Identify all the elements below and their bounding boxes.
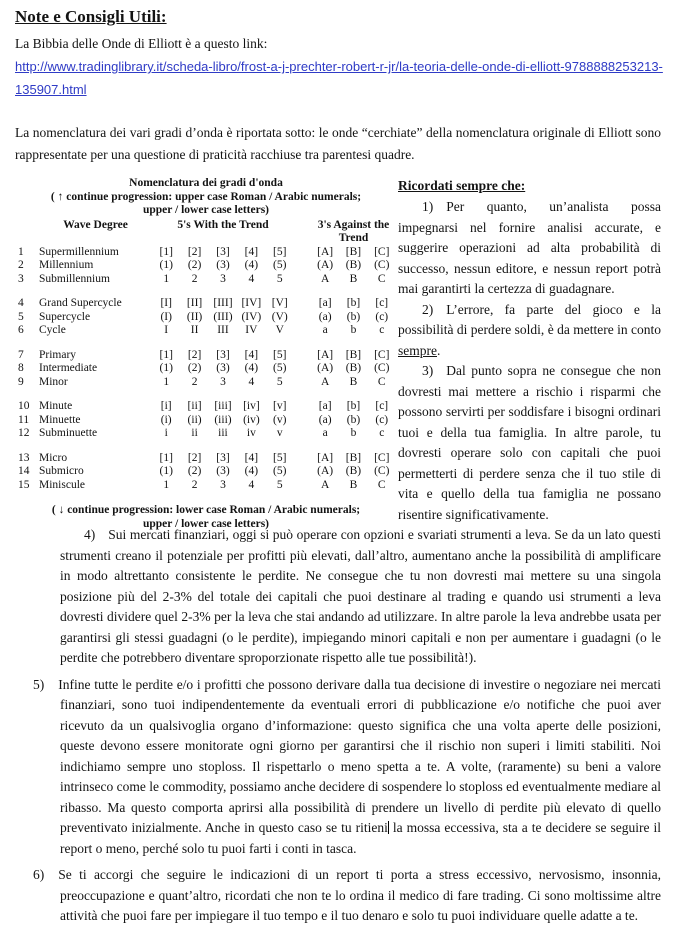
with-trend-cells xyxy=(152,465,294,479)
wave-degree-name: Minor xyxy=(39,375,68,388)
with-trend-symbol: [4] xyxy=(244,348,259,361)
row-number: 12 xyxy=(18,427,30,439)
with-trend-cells xyxy=(152,479,294,493)
reminder-2-underlined-word: sempre xyxy=(398,342,437,358)
reminder-1-text: Per quanto, un’analista possa impegnarsi nel fornire analisi accurate, e suggerire operazioni ad alta probabilità di successo, nessun editore, e nessun report potrà mai garantirti la certezza di guadagnare. xyxy=(398,199,661,296)
with-trend-cells xyxy=(152,376,294,390)
with-trend-symbol: [iv] xyxy=(243,400,260,412)
header-against-trend: 3's Against the Trend xyxy=(317,218,390,244)
row-number: 8 xyxy=(18,362,24,374)
page-title: Note e Consigli Utili: xyxy=(15,7,167,26)
table-title: Nomenclatura dei gradi d'onda xyxy=(129,177,283,189)
with-trend-symbol: (III) xyxy=(213,310,233,323)
against-trend-cells xyxy=(311,465,396,479)
against-trend-symbol: (b) xyxy=(346,310,361,323)
against-trend-cells xyxy=(311,414,396,428)
against-trend-symbol: [C] xyxy=(374,245,390,258)
with-trend-symbol: (5) xyxy=(273,465,287,477)
with-trend-cells xyxy=(152,349,294,363)
elliott-book-link[interactable]: http://www.tradinglibrary.it/scheda-libro/frost-a-j-prechter-robert-r-jr/la-teoria-delle-onde-di-elliott-9788888253213-135907.html xyxy=(15,59,663,97)
with-trend-symbol: [3] xyxy=(216,451,230,464)
with-trend-symbol: [v] xyxy=(273,400,287,412)
with-trend-symbol: (2) xyxy=(187,259,202,271)
against-trend-cells xyxy=(311,259,396,273)
with-trend-symbol: [2] xyxy=(187,348,202,361)
table-row xyxy=(18,414,394,428)
against-trend-symbol: [b] xyxy=(346,297,361,309)
with-trend-symbol: [ii] xyxy=(187,400,202,412)
wave-degree-name: Micro xyxy=(39,451,68,464)
with-trend-symbol: 4 xyxy=(248,272,255,285)
with-trend-symbol: [5] xyxy=(273,451,287,464)
reminders-heading: Ricordati sempre che: xyxy=(398,178,526,193)
against-trend-symbol: [A] xyxy=(317,348,334,361)
against-trend-symbol: (B) xyxy=(345,362,362,374)
with-trend-symbol: [V] xyxy=(271,297,288,309)
against-trend-symbol: [B] xyxy=(345,451,362,464)
with-trend-symbol: ii xyxy=(191,427,198,439)
with-trend-cells xyxy=(152,427,294,441)
row-number: 10 xyxy=(18,400,30,412)
against-trend-cells xyxy=(311,246,396,260)
with-trend-symbol: (1) xyxy=(159,362,173,374)
against-trend-symbol: [C] xyxy=(374,451,390,464)
with-trend-symbol: (ii) xyxy=(187,413,202,426)
reminder-2-text-post: . xyxy=(436,342,441,358)
reminder-item-4 xyxy=(60,525,661,669)
table-row xyxy=(18,400,394,414)
with-trend-symbol: [I] xyxy=(160,297,172,309)
against-trend-symbol: (B) xyxy=(345,259,362,271)
against-trend-symbol: [c] xyxy=(375,400,389,412)
row-number: 1 xyxy=(18,245,24,258)
against-trend-symbol: B xyxy=(349,272,358,285)
wave-degree-name: Minute xyxy=(39,400,73,412)
with-trend-symbol: [1] xyxy=(159,451,173,464)
reminder-5-number: 5) xyxy=(33,676,45,692)
against-trend-symbol: [A] xyxy=(317,451,334,464)
wave-degree-name: Minuette xyxy=(39,413,81,426)
table-row xyxy=(18,465,394,479)
wave-degree-name: Submillennium xyxy=(39,272,110,285)
against-trend-symbol: (a) xyxy=(318,310,332,323)
row-number: 4 xyxy=(18,297,24,309)
row-number: 15 xyxy=(18,478,30,491)
wave-degree-name: Grand Supercycle xyxy=(39,297,122,309)
against-trend-symbol: B xyxy=(349,375,358,388)
with-trend-symbol: v xyxy=(276,427,283,439)
with-trend-symbol: (2) xyxy=(187,465,202,477)
with-trend-symbol: i xyxy=(164,427,168,439)
with-trend-symbol: [2] xyxy=(187,245,202,258)
table-row xyxy=(18,246,394,260)
wave-degree-name: Submicro xyxy=(39,465,84,477)
with-trend-cells xyxy=(152,324,294,338)
reminder-5-text-before-cursor: Infine tutte le perdite e/o i profitti che possono derivare dalla tua decisione di investire o negoziare nei mercati finanziari, sono tuoi indipendentemente da eventuali errori di pubblicazione e/o notifiche che puoi aver ricevuto da un qualsivoglia organo d’informazione: questo significa che una volta aperte delle posizioni, queste devono essere monitorate ogni giorno per garantirsi che il rischio non superi i limiti stabiliti. Noi indichiamo sempre uno stoploss. Il rispettarlo o meno spetta a te. A volte, (raramente) su beni a valore intrinseco come le commodity, possiamo anche decidere di sospendere lo stoploss ed eventualmente mediare al ribasso. Ma questo comporta aprirsi alla possibilità di prendere un livello di perdite più elevato di quello preventivato inizialmente. Anche in questo caso se tu ritieni xyxy=(58,676,661,835)
with-trend-symbol: 3 xyxy=(220,272,226,285)
reminder-1-number: 1) xyxy=(422,199,434,214)
against-trend-symbol: [A] xyxy=(317,245,334,258)
reminder-4-text: Sui mercati finanziari, oggi si può operare con opzioni e svariati strumenti a leva. Se da un lato questi strumenti creano il potenziale per profitti più elevati, dall’altro, aumentano anche la possibilità di amplificare in modo altrettanto consistente le perdite. Ne consegue che tu non dovresti mai mettere su una singola posizione più del 2-3% del totale dei capitali che puoi destinare al trading e quando usi strumenti a leva dovresti dividere quel 2-3% per la leva che stai andando ad utilizzare. In altre parole la leva andrebbe usata per garantirsi gli stessi guadagni (o le perdite), impiegando minori capitali e non per aumentare i guadagni (o le perdite che potrebbero diventare sproporzionate rispetto alle tue possibilità!). xyxy=(60,527,661,665)
header-with-trend: 5's With the Trend xyxy=(177,218,269,231)
against-trend-symbol: [b] xyxy=(346,400,361,412)
with-trend-symbol: II xyxy=(190,324,199,336)
with-trend-symbol: (5) xyxy=(273,259,287,271)
with-trend-symbol: [III] xyxy=(213,297,233,309)
against-trend-cells xyxy=(311,400,396,414)
with-trend-symbol: (IV) xyxy=(241,310,262,323)
with-trend-cells xyxy=(152,414,294,428)
against-trend-symbol: [B] xyxy=(345,348,362,361)
with-trend-symbol: [IV] xyxy=(241,297,262,309)
with-trend-cells xyxy=(152,297,294,311)
against-trend-symbol: [a] xyxy=(318,400,332,412)
against-trend-cells xyxy=(311,311,396,325)
against-trend-symbol: (c) xyxy=(375,413,389,426)
reminder-5-text-after-cursor: la mossa eccessiva, sta a te decidere se seguire il report o meno, perché solo tu puoi farti i conti in tasca. xyxy=(60,820,661,856)
with-trend-symbol: (II) xyxy=(186,310,203,323)
against-trend-symbol: (C) xyxy=(374,362,390,374)
against-trend-symbol: A xyxy=(320,272,330,285)
against-trend-symbol: (c) xyxy=(375,310,389,323)
reminder-3-text: Dal punto sopra ne consegue che non dovresti mai mettere a rischio i risparmi che possono servirti per soddisfare i bisogni ordinari tuoi e della tua famiglia. In altre parole, tu dovresti operare solo con capitali che puoi permetterti di perdere senza che il tuo stile di vita e quello della tua famiglia ne possano risentire significativamente. xyxy=(398,363,661,522)
reminder-item-5 xyxy=(33,675,661,860)
with-trend-symbol: IV xyxy=(245,324,258,336)
reminder-4-number: 4) xyxy=(84,527,96,542)
with-trend-symbol: [4] xyxy=(244,451,259,464)
with-trend-cells xyxy=(152,311,294,325)
wave-degree-name: Supermillennium xyxy=(39,245,119,258)
against-trend-symbol: b xyxy=(350,427,357,439)
against-trend-cells xyxy=(311,362,396,376)
with-trend-symbol: (V) xyxy=(271,310,288,323)
with-trend-symbol: III xyxy=(217,324,229,336)
against-trend-symbol: C xyxy=(377,272,386,285)
with-trend-symbol: (4) xyxy=(244,465,259,477)
with-trend-cells xyxy=(152,452,294,466)
with-trend-symbol: 2 xyxy=(191,478,198,491)
row-number: 2 xyxy=(18,259,24,271)
against-trend-symbol: c xyxy=(379,324,385,336)
row-number: 5 xyxy=(18,310,24,323)
with-trend-symbol: (5) xyxy=(273,362,287,374)
table-row xyxy=(18,479,394,493)
against-trend-symbol: (a) xyxy=(318,413,332,426)
with-trend-symbol: 1 xyxy=(163,272,170,285)
with-trend-cells xyxy=(152,273,294,287)
wave-degree-name: Subminuette xyxy=(39,427,98,439)
against-trend-cells xyxy=(311,452,396,466)
against-trend-symbol: [c] xyxy=(375,297,389,309)
with-trend-symbol: [1] xyxy=(159,245,173,258)
row-number: 9 xyxy=(18,375,24,388)
with-trend-symbol: (3) xyxy=(216,259,230,271)
row-number: 7 xyxy=(18,348,24,361)
with-trend-symbol: (iv) xyxy=(243,413,260,426)
with-trend-symbol: 5 xyxy=(276,478,283,491)
with-trend-symbol: 2 xyxy=(191,272,198,285)
against-trend-cells xyxy=(311,479,396,493)
with-trend-symbol: 5 xyxy=(276,375,283,388)
with-trend-symbol: [5] xyxy=(273,348,287,361)
with-trend-symbol: [3] xyxy=(216,245,230,258)
table-row xyxy=(18,311,394,325)
with-trend-symbol: [5] xyxy=(273,245,287,258)
with-trend-symbol: iv xyxy=(246,427,256,439)
with-trend-symbol: 5 xyxy=(276,272,283,285)
nomenclature-rows xyxy=(18,246,394,493)
with-trend-symbol: (I) xyxy=(160,310,172,323)
with-trend-symbol: (3) xyxy=(216,362,230,374)
with-trend-symbol: (2) xyxy=(187,362,202,374)
against-trend-symbol: A xyxy=(320,375,330,388)
row-number: 3 xyxy=(18,272,24,285)
against-trend-symbol: c xyxy=(379,427,385,439)
table-bottom-note-line1: ( ↓ continue progression: lower case Roman / Arabic numerals; xyxy=(51,504,361,516)
wave-degree-name: Millennium xyxy=(39,259,94,271)
with-trend-symbol: (4) xyxy=(244,362,259,374)
reminder-2-number: 2) xyxy=(422,301,434,317)
reminder-6-text: Se ti accorgi che seguire le indicazioni di un report ti porta a stress eccessivo, nervosismo, insonnia, preoccupazione e quant’altro, ricordati che non te lo ordina il medico di fare trading. Ci sono moltissime altre attività che puoi fare per impiegare il tuo tempo e il tuo denaro e solo tu puoi individuare quelle adatte a te. xyxy=(58,867,661,923)
reminder-item-6 xyxy=(33,865,661,927)
against-trend-symbol: (A) xyxy=(317,362,334,374)
wave-degree-name: Intermediate xyxy=(39,362,98,374)
with-trend-symbol: 3 xyxy=(220,478,226,491)
with-trend-symbol: iii xyxy=(218,427,228,439)
row-number: 13 xyxy=(18,451,30,464)
content-flow xyxy=(15,175,661,927)
table-row xyxy=(18,297,394,311)
nomenclature-intro-paragraph: La nomenclatura dei vari gradi d’onda è riportata sotto: le onde “cerchiate” della nomenclatura originale di Elliott sono rappresentate per una questione di praticità racchiuse tra parentesi quadre. xyxy=(15,125,661,162)
with-trend-symbol: (1) xyxy=(159,465,173,477)
table-row xyxy=(18,273,394,287)
with-trend-symbol: (i) xyxy=(160,413,172,426)
against-trend-cells xyxy=(311,376,396,390)
with-trend-cells xyxy=(152,400,294,414)
with-trend-symbol: I xyxy=(164,324,169,336)
against-trend-symbol: [C] xyxy=(374,348,390,361)
table-bottom-note-line2: upper / lower case letters) xyxy=(142,517,270,530)
against-trend-symbol: B xyxy=(349,478,358,491)
against-trend-symbol: A xyxy=(320,478,330,491)
with-trend-symbol: 2 xyxy=(191,375,198,388)
with-trend-symbol: V xyxy=(275,324,284,336)
against-trend-cells xyxy=(311,324,396,338)
reminder-6-number: 6) xyxy=(33,867,45,882)
nomenclature-table xyxy=(15,175,398,530)
wave-degree-name: Cycle xyxy=(39,324,66,336)
with-trend-symbol: (1) xyxy=(159,259,173,271)
with-trend-symbol: 3 xyxy=(220,375,226,388)
table-row xyxy=(18,376,394,390)
table-row xyxy=(18,324,394,338)
against-trend-symbol: [B] xyxy=(345,245,362,258)
with-trend-symbol: (v) xyxy=(273,413,287,426)
against-trend-symbol: C xyxy=(377,478,386,491)
against-trend-symbol: a xyxy=(322,427,328,439)
against-trend-symbol: b xyxy=(350,324,357,336)
against-trend-cells xyxy=(311,427,396,441)
against-trend-symbol: (A) xyxy=(317,465,334,477)
table-header-row xyxy=(18,219,394,246)
with-trend-symbol: (4) xyxy=(244,259,259,271)
link-paragraph xyxy=(15,55,665,101)
with-trend-symbol: 4 xyxy=(248,375,255,388)
reminder-2-text-pre: L’errore, fa parte del gioco e la possibilità di perdere soldi, è da mettere in conto xyxy=(398,301,661,337)
table-row xyxy=(18,362,394,376)
against-trend-symbol: [a] xyxy=(318,297,332,309)
with-trend-symbol: 1 xyxy=(163,478,170,491)
table-row xyxy=(18,452,394,466)
row-number: 14 xyxy=(18,465,30,477)
with-trend-symbol: (3) xyxy=(216,465,230,477)
with-trend-cells xyxy=(152,246,294,260)
against-trend-symbol: C xyxy=(377,375,386,388)
wave-degree-name: Miniscule xyxy=(39,478,85,491)
with-trend-symbol: [3] xyxy=(216,348,230,361)
against-trend-cells xyxy=(311,349,396,363)
row-number: 11 xyxy=(18,413,30,426)
against-trend-symbol: a xyxy=(322,324,328,336)
against-trend-symbol: (b) xyxy=(346,413,361,426)
with-trend-cells xyxy=(152,259,294,273)
with-trend-symbol: [1] xyxy=(159,348,173,361)
against-trend-symbol: (A) xyxy=(317,259,334,271)
wave-degree-name: Supercycle xyxy=(39,310,91,323)
against-trend-symbol: (B) xyxy=(345,465,362,477)
row-number: 6 xyxy=(18,324,24,336)
table-row xyxy=(18,349,394,363)
with-trend-cells xyxy=(152,362,294,376)
with-trend-symbol: [4] xyxy=(244,245,259,258)
with-trend-symbol: 4 xyxy=(248,478,255,491)
reminder-3-number: 3) xyxy=(422,363,434,378)
against-trend-cells xyxy=(311,297,396,311)
table-row xyxy=(18,427,394,441)
table-row xyxy=(18,259,394,273)
header-wave-degree: Wave Degree xyxy=(63,218,128,231)
against-trend-symbol: (C) xyxy=(374,259,390,271)
with-trend-symbol: 1 xyxy=(163,375,170,388)
with-trend-symbol: [2] xyxy=(187,451,202,464)
against-trend-symbol: (C) xyxy=(374,465,390,477)
with-trend-symbol: [iii] xyxy=(214,400,232,412)
bibbia-intro-line: La Bibbia delle Onde di Elliott è a questo link: xyxy=(15,36,268,51)
with-trend-symbol: (iii) xyxy=(214,413,232,426)
with-trend-symbol: [II] xyxy=(186,297,203,309)
wave-degree-name: Primary xyxy=(39,348,77,361)
with-trend-symbol: [i] xyxy=(160,400,172,412)
against-trend-cells xyxy=(311,273,396,287)
table-top-note-line2: upper / lower case letters) xyxy=(142,204,270,216)
table-top-note-line1: ( ↑ continue progression: upper case Roman / Arabic numerals; xyxy=(50,190,362,203)
